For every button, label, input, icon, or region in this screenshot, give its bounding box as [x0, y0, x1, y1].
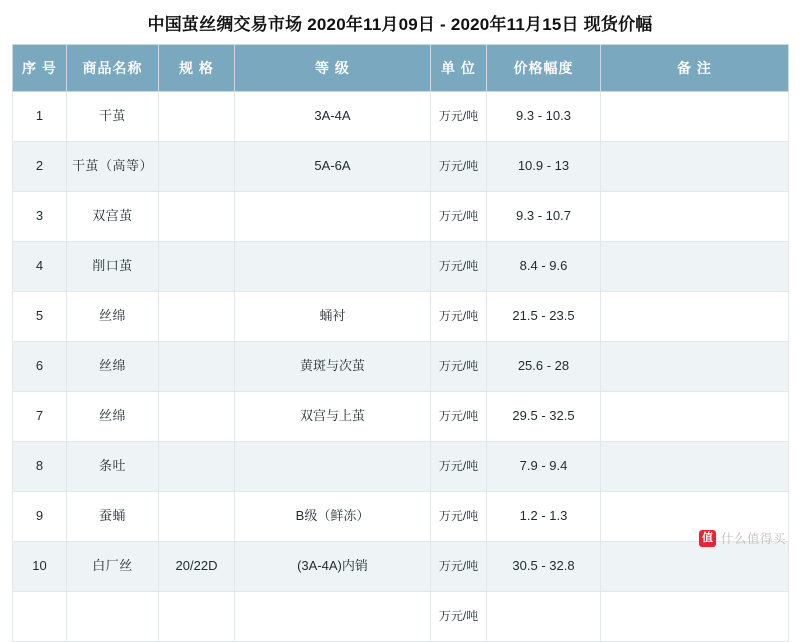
price-table-container — [0, 44, 800, 642]
cell-spec: 20/22D — [159, 542, 235, 592]
cell-grade: 蛹衬 — [235, 292, 431, 342]
cell-name: 双宫茧 — [67, 192, 159, 242]
cell-grade — [235, 592, 431, 642]
cell-price: 30.5 - 32.8 — [487, 542, 601, 592]
cell-note — [601, 92, 789, 142]
cell-index: 4 — [13, 242, 67, 292]
cell-price: 1.2 - 1.3 — [487, 492, 601, 542]
cell-unit: 万元/吨 — [431, 292, 487, 342]
column-header-note: 备 注 — [601, 45, 789, 92]
cell-index: 9 — [13, 492, 67, 542]
cell-note — [601, 442, 789, 492]
cell-spec — [159, 242, 235, 292]
column-header-spec: 规 格 — [159, 45, 235, 92]
cell-unit: 万元/吨 — [431, 192, 487, 242]
page-title: 中国茧丝绸交易市场 2020年11月09日 - 2020年11月15日 现货价幅 — [147, 15, 653, 34]
cell-note — [601, 142, 789, 192]
cell-index: 3 — [13, 192, 67, 242]
cell-price: 25.6 - 28 — [487, 342, 601, 392]
price-table — [12, 44, 789, 642]
cell-price: 9.3 - 10.3 — [487, 92, 601, 142]
table-row — [13, 192, 789, 242]
watermark — [699, 529, 786, 547]
cell-name: 蚕蛹 — [67, 492, 159, 542]
cell-index: 6 — [13, 342, 67, 392]
cell-grade: (3A-4A)内销 — [235, 542, 431, 592]
cell-note — [601, 592, 789, 642]
cell-grade — [235, 442, 431, 492]
cell-index: 1 — [13, 92, 67, 142]
cell-note — [601, 542, 789, 592]
table-row — [13, 92, 789, 142]
column-header-price: 价格幅度 — [487, 45, 601, 92]
cell-unit: 万元/吨 — [431, 142, 487, 192]
cell-grade — [235, 242, 431, 292]
cell-grade: 3A-4A — [235, 92, 431, 142]
cell-grade — [235, 192, 431, 242]
cell-spec — [159, 192, 235, 242]
table-header-row — [13, 45, 789, 92]
table-row — [13, 142, 789, 192]
watermark-label: 什么值得买 — [720, 532, 786, 546]
table-row — [13, 342, 789, 392]
cell-note — [601, 192, 789, 242]
column-header-index: 序 号 — [13, 45, 67, 92]
cell-index: 7 — [13, 392, 67, 442]
cell-name: 削口茧 — [67, 242, 159, 292]
table-header — [13, 45, 789, 92]
cell-unit: 万元/吨 — [431, 492, 487, 542]
cell-unit: 万元/吨 — [431, 442, 487, 492]
cell-name: 丝绵 — [67, 392, 159, 442]
column-header-grade: 等 级 — [235, 45, 431, 92]
cell-index: 5 — [13, 292, 67, 342]
cell-name: 条吐 — [67, 442, 159, 492]
cell-note — [601, 342, 789, 392]
table-row — [13, 492, 789, 542]
cell-price: 29.5 - 32.5 — [487, 392, 601, 442]
cell-grade: 黄斑与次茧 — [235, 342, 431, 392]
cell-grade: B级（鲜冻） — [235, 492, 431, 542]
cell-name: 干茧 — [67, 92, 159, 142]
table-row — [13, 442, 789, 492]
cell-index: 2 — [13, 142, 67, 192]
cell-name: 白厂丝 — [67, 542, 159, 592]
cell-index: 8 — [13, 442, 67, 492]
table-row — [13, 242, 789, 292]
cell-unit: 万元/吨 — [431, 542, 487, 592]
cell-spec — [159, 592, 235, 642]
table-row — [13, 542, 789, 592]
cell-price: 8.4 - 9.6 — [487, 242, 601, 292]
cell-name: 丝绵 — [67, 342, 159, 392]
cell-note — [601, 242, 789, 292]
cell-unit: 万元/吨 — [431, 392, 487, 442]
table-row — [13, 292, 789, 342]
cell-unit: 万元/吨 — [431, 242, 487, 292]
cell-spec — [159, 342, 235, 392]
cell-spec — [159, 492, 235, 542]
table-row — [13, 592, 789, 642]
cell-spec — [159, 392, 235, 442]
cell-name — [67, 592, 159, 642]
cell-name: 丝绵 — [67, 292, 159, 342]
smzdm-logo-icon: 值 — [699, 530, 716, 547]
cell-price: 9.3 - 10.7 — [487, 192, 601, 242]
cell-index: 10 — [13, 542, 67, 592]
cell-spec — [159, 142, 235, 192]
cell-note — [601, 392, 789, 442]
column-header-name: 商品名称 — [67, 45, 159, 92]
cell-price: 21.5 - 23.5 — [487, 292, 601, 342]
cell-spec — [159, 92, 235, 142]
cell-unit: 万元/吨 — [431, 592, 487, 642]
cell-note — [601, 292, 789, 342]
table-row — [13, 392, 789, 442]
cell-name: 干茧（高等） — [67, 142, 159, 192]
table-body — [13, 92, 789, 642]
column-header-unit: 单 位 — [431, 45, 487, 92]
cell-unit: 万元/吨 — [431, 342, 487, 392]
cell-grade: 双宫与上茧 — [235, 392, 431, 442]
cell-index — [13, 592, 67, 642]
cell-grade: 5A-6A — [235, 142, 431, 192]
cell-price: 7.9 - 9.4 — [487, 442, 601, 492]
cell-unit: 万元/吨 — [431, 92, 487, 142]
cell-price: 10.9 - 13 — [487, 142, 601, 192]
cell-spec — [159, 442, 235, 492]
cell-price — [487, 592, 601, 642]
cell-spec — [159, 292, 235, 342]
